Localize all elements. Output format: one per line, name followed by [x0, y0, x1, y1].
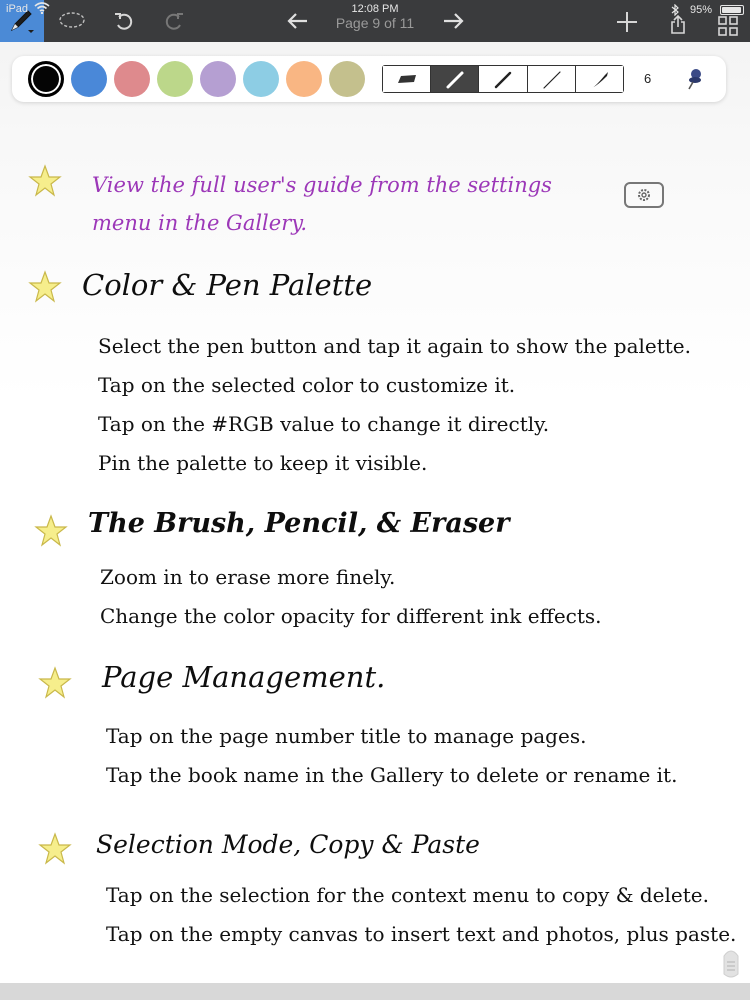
color-pen-palette	[12, 56, 726, 102]
marker-icon	[491, 70, 515, 90]
color-swatch[interactable]	[286, 61, 322, 97]
section-body-pages	[106, 717, 677, 795]
section-body-brush	[100, 558, 602, 636]
scroll-handle-icon[interactable]	[720, 948, 742, 980]
section-body-selection	[106, 876, 736, 954]
section-body-palette	[98, 327, 691, 483]
section-heading-palette: Color & Pen Palette	[82, 268, 373, 302]
pen-button-selected[interactable]	[431, 66, 479, 92]
color-swatch[interactable]	[157, 61, 193, 97]
next-page-arrow-icon[interactable]	[440, 9, 466, 33]
pen-nib-icon	[443, 70, 467, 90]
guide-note: View the full user's guide from the settings menu in the Gallery.	[92, 173, 552, 235]
color-swatch[interactable]	[28, 61, 64, 97]
text-line: Change the color opacity for different ink effects.	[100, 604, 602, 628]
section-heading-brush: The Brush, Pencil, & Eraser	[88, 508, 510, 539]
color-swatch[interactable]	[114, 61, 150, 97]
text-line: Tap on the selected color to customize it.	[98, 373, 516, 397]
gear-icon	[636, 187, 652, 203]
bottom-strip	[0, 983, 750, 1000]
star-icon	[34, 514, 68, 548]
settings-button[interactable]	[624, 182, 664, 208]
text-line: Select the pen button and tap it again to show the palette.	[98, 334, 691, 358]
color-swatch[interactable]	[200, 61, 236, 97]
page-number-title[interactable]: Page 9 of 11	[335, 15, 415, 31]
text-line: Tap on the selection for the context menu to copy & delete.	[106, 883, 709, 907]
pen-type-selector	[382, 65, 624, 93]
eraser-button[interactable]	[383, 66, 431, 92]
battery-percent: 95%	[690, 4, 713, 16]
section-heading-pages: Page Management.	[102, 660, 386, 694]
brush-button[interactable]	[576, 66, 623, 92]
star-icon	[28, 164, 62, 198]
star-icon	[38, 832, 72, 866]
top-toolbar	[0, 0, 750, 42]
battery-fill	[722, 7, 741, 13]
share-icon[interactable]	[670, 14, 686, 34]
brush-icon	[588, 70, 612, 90]
color-swatch[interactable]	[71, 61, 107, 97]
pin-icon[interactable]	[684, 67, 706, 91]
star-icon	[28, 270, 62, 304]
text-line: Pin the palette to keep it visible.	[98, 451, 428, 475]
color-swatch[interactable]	[329, 61, 365, 97]
device-label: iPad	[6, 3, 29, 15]
section-heading-selection: Selection Mode, Copy & Paste	[96, 830, 480, 859]
text-line: Tap on the empty canvas to insert text and photos, plus paste.	[106, 922, 737, 946]
color-swatch[interactable]	[243, 61, 279, 97]
text-line: Tap the book name in the Gallery to delete or rename it.	[106, 763, 678, 787]
pencil-icon	[540, 70, 564, 90]
add-page-plus-icon[interactable]	[614, 9, 640, 35]
pencil-button[interactable]	[528, 66, 576, 92]
text-line: Tap on the page number title to manage pages.	[106, 724, 587, 748]
clock: 12:08 PM	[351, 3, 399, 15]
marker-button[interactable]	[479, 66, 527, 92]
pen-size-value[interactable]: 6	[644, 71, 652, 86]
eraser-icon	[395, 70, 419, 90]
battery-icon	[720, 5, 744, 15]
text-line: Zoom in to erase more finely.	[100, 565, 396, 589]
star-icon	[38, 666, 72, 700]
gallery-grid-icon[interactable]	[718, 16, 738, 36]
text-line: Tap on the #RGB value to change it directly.	[98, 412, 550, 436]
